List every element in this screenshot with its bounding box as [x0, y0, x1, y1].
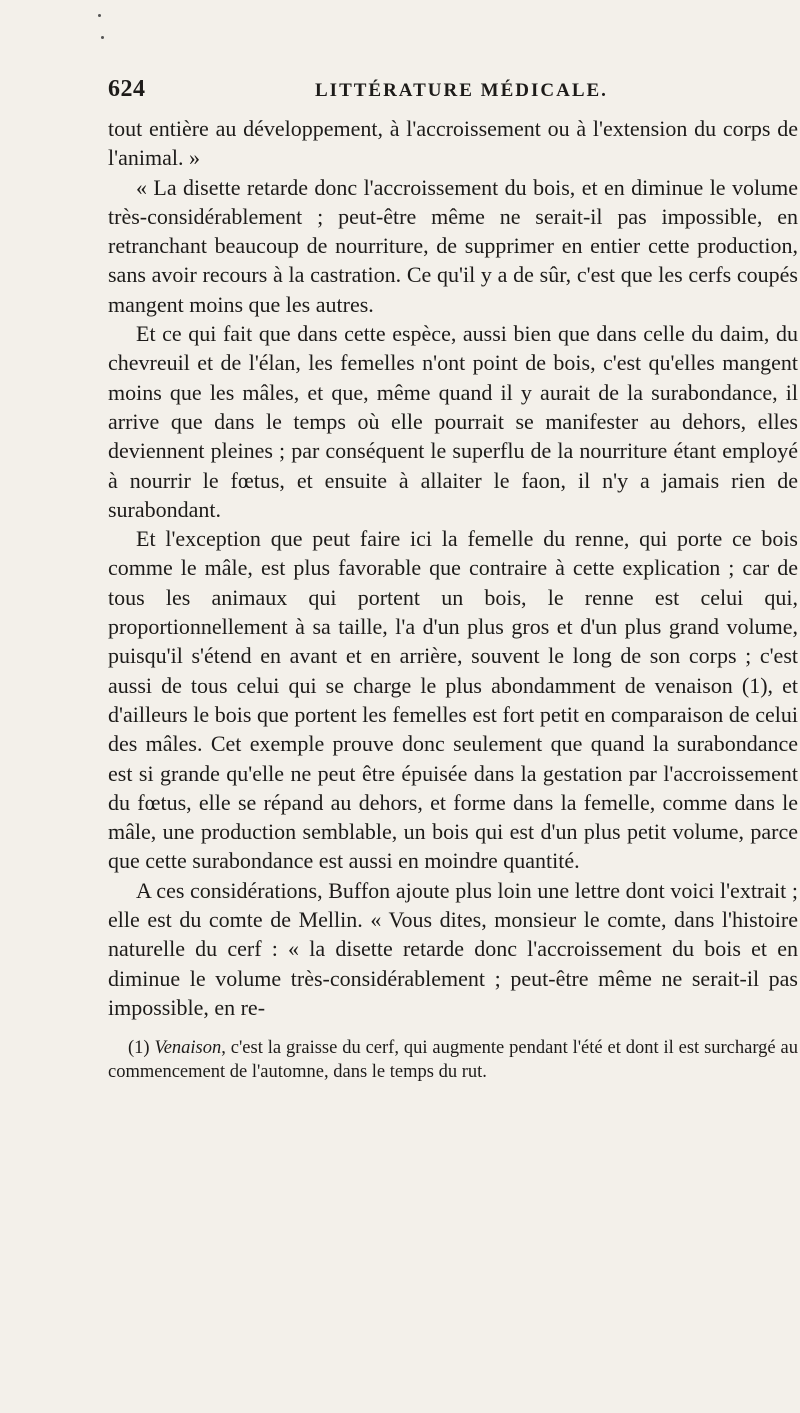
book-page: [108, 76, 798, 1084]
running-title: LITTÉRATURE MÉDICALE.: [315, 80, 608, 101]
ink-speck: [98, 14, 101, 17]
page-number: 624: [108, 76, 146, 102]
paragraph: tout entière au développement, à l'accroissement ou à l'extension du corps de l'animal. »: [108, 116, 798, 171]
page-header: [108, 76, 798, 110]
paragraph: « La disette retarde donc l'accroissement du bois, et en diminue le volume très-considérablement ; peut-être même ne serait-il pas impossible, en retranchant beaucoup de nourriture, de supprimer en entier cette production, sans avoir recours à la castration. Ce qu'il y a de sûr, c'est que les cerfs coupés mangent moins que les autres.: [108, 174, 798, 317]
footnote: [108, 1036, 798, 1084]
paragraph: A ces considérations, Buffon ajoute plus loin une lettre dont voici l'extrait ; elle est du comte de Mellin. « Vous dites, monsieur le comte, dans l'histoire naturelle du cerf : « la disette retarde donc l'accroissement du bois et en diminue le volume très-considérablement ; peut-être même ne serait-il pas impossible, en re-: [108, 877, 798, 1020]
body-text: [108, 114, 798, 1022]
paragraph: Et l'exception que peut faire ici la femelle du renne, qui porte ce bois comme le mâle, est plus favorable que contraire à cette explication ; car de tous les animaux qui portent un bois, le renne est celui qui, proportionnellement à sa taille, l'a d'un plus gros et d'un plus grand volume, puisqu'il s'étend en avant et en arrière, souvent le long de son corps ; c'est aussi de tous celui qui se charge le plus abondamment de venaison (1), et d'ailleurs le bois que portent les femelles est fort petit en comparaison de celui des mâles. Cet exemple prouve donc seulement que quand la surabondance est si grande qu'elle ne peut être épuisée dans la gestation par l'accroissement du fœtus, elle se répand au dehors, et forme dans la femelle, comme dans le mâle, une production semblable, un bois qui est d'un plus petit volume, parce que cette surabondance est aussi en moindre quantité.: [108, 526, 798, 874]
paragraph: Et ce qui fait que dans cette espèce, aussi bien que dans celle du daim, du chevreuil et de l'élan, les femelles n'ont point de bois, c'est qu'elles mangent moins que les mâles, et que, même quand il y aurait de la surabondance, il arrive que dans le temps où elle pourrait se manifester au dehors, elles deviennent pleines ; par conséquent le superflu de la nourriture étant employé à nourrir le fœtus, et ensuite à allaiter le faon, il n'y a jamais rien de surabondant.: [108, 321, 798, 522]
footnote-marker: (1): [128, 1038, 155, 1059]
footnote-text: , c'est la graisse du cerf, qui augmente pendant l'été et dont il est surchargé au commencement de l'automne, dans le temps du rut.: [108, 1038, 798, 1083]
footnote-term: Venaison: [154, 1038, 222, 1059]
ink-speck: [101, 36, 104, 39]
